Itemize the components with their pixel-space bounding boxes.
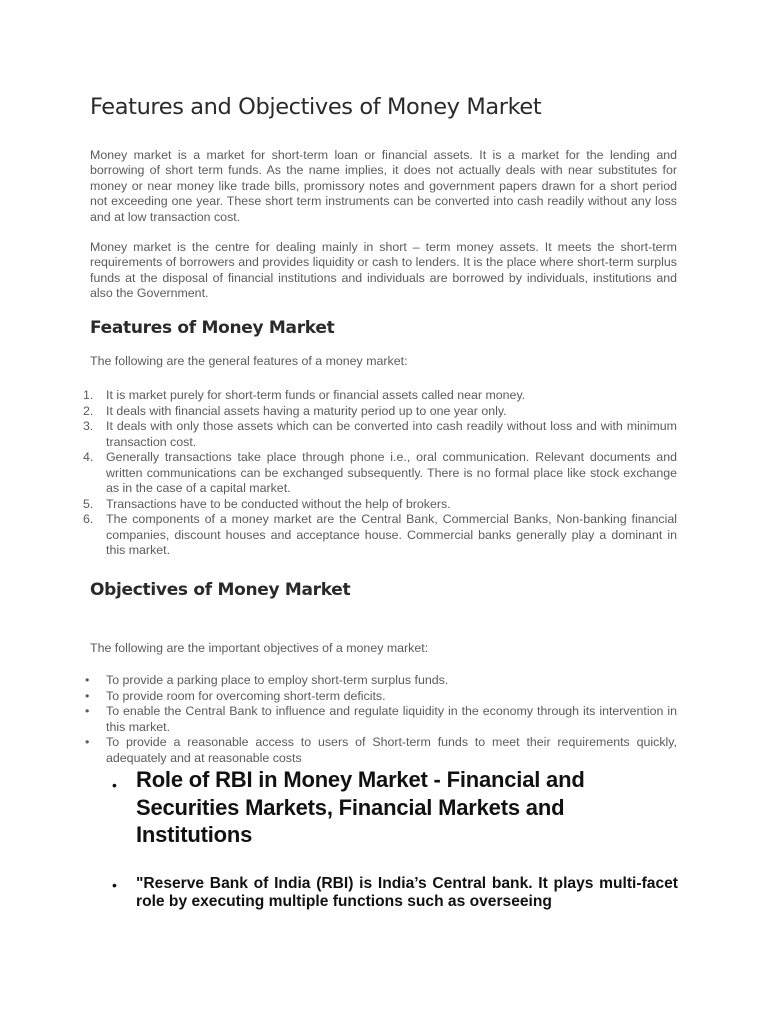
intro-paragraph-1: Money market is a market for short-term loan or financial assets. It is a market for the lending and borrowing of short term funds. As the name implies, it does not actually deals with near substitutes for money or near money like trade bills, promissory notes and government papers drawn for a short period not exceeding one year. These short term instruments can be converted into cash readily without any loss and at low transaction cost. bbox=[90, 148, 677, 224]
bullet-icon: • bbox=[85, 735, 90, 750]
list-item-text: Transactions have to be conducted without the help of brokers. bbox=[106, 496, 451, 511]
rbi-role-text-content: "Reserve Bank of India (RBI) is India’s Central bank. It plays multi-facet role by executing multiple functions such as overseeing bbox=[136, 874, 678, 910]
bullet-icon: • bbox=[85, 673, 90, 687]
bullet-icon: • bbox=[112, 777, 117, 793]
list-item bbox=[83, 388, 677, 404]
rbi-role-text bbox=[112, 874, 678, 911]
features-heading: Features of Money Market bbox=[90, 318, 335, 338]
list-item-text: To provide a parking place to employ short-term surplus funds. bbox=[106, 673, 449, 687]
features-list bbox=[83, 388, 677, 559]
list-item-text: It is market purely for short-term funds or financial assets called near money. bbox=[106, 388, 526, 402]
list-item-number: 5. bbox=[83, 496, 94, 511]
list-item-number: 3. bbox=[83, 419, 94, 433]
list-item-text: To provide a reasonable access to users of Short-term funds to meet their requirements quickly, adequately and at reasonable costs bbox=[106, 735, 677, 765]
list-item bbox=[83, 403, 677, 420]
list-item-number: 1. bbox=[83, 388, 94, 402]
list-item-number: 4. bbox=[83, 450, 94, 464]
features-lead: The following are the general features of a money market: bbox=[90, 354, 408, 368]
list-item-number: 6. bbox=[83, 512, 94, 526]
bullet-icon: • bbox=[112, 876, 117, 893]
objectives-lead: The following are the important objectives of a money market: bbox=[90, 641, 429, 655]
list-item bbox=[83, 450, 677, 497]
bullet-icon: • bbox=[85, 688, 90, 703]
list-item-text: Generally transactions take place through phone i.e., oral communication. Relevant documents and written communications can be exchanged subsequently. There is no formal place like stock exchange as in the case of a capital market. bbox=[106, 450, 677, 495]
list-item bbox=[85, 673, 677, 689]
list-item bbox=[83, 419, 677, 450]
list-item-text: To provide room for overcoming short-term deficits. bbox=[106, 688, 386, 703]
list-item bbox=[85, 688, 677, 705]
list-item bbox=[85, 735, 677, 766]
list-item-text: The components of a money market are the Central Bank, Commercial Banks, Non-banking financial companies, discount houses and acceptance house. Commercial banks generally play a dominant in this market. bbox=[106, 512, 677, 557]
list-item-text: It deals with only those assets which can be converted into cash readily without loss and with minimum transaction cost. bbox=[106, 419, 677, 449]
list-item-text: It deals with financial assets having a maturity period up to one year only. bbox=[106, 403, 507, 418]
list-item-number: 2. bbox=[83, 403, 94, 418]
rbi-role-heading-text: Role of RBI in Money Market - Financial and Securities Markets, Financial Markets and Institutions bbox=[136, 767, 585, 847]
rbi-role-heading bbox=[112, 766, 678, 849]
list-item bbox=[83, 496, 677, 513]
intro-paragraph-2: Money market is the centre for dealing mainly in short – term money assets. It meets the short-term requirements of borrowers and provides liquidity or cash to lenders. It is the place where short-term surplus funds at the disposal of financial institutions and individuals are borrowed by individuals, institutions and also the Government. bbox=[90, 240, 677, 301]
list-item bbox=[83, 512, 677, 559]
list-item-text: To enable the Central Bank to influence and regulate liquidity in the economy through its intervention in this market. bbox=[106, 704, 677, 734]
rbi-role-list bbox=[112, 766, 678, 911]
page-title: Features and Objectives of Money Market bbox=[90, 94, 542, 120]
list-item bbox=[85, 704, 677, 735]
objectives-heading: Objectives of Money Market bbox=[90, 580, 351, 600]
objectives-list bbox=[85, 673, 677, 767]
bullet-icon: • bbox=[85, 704, 90, 719]
